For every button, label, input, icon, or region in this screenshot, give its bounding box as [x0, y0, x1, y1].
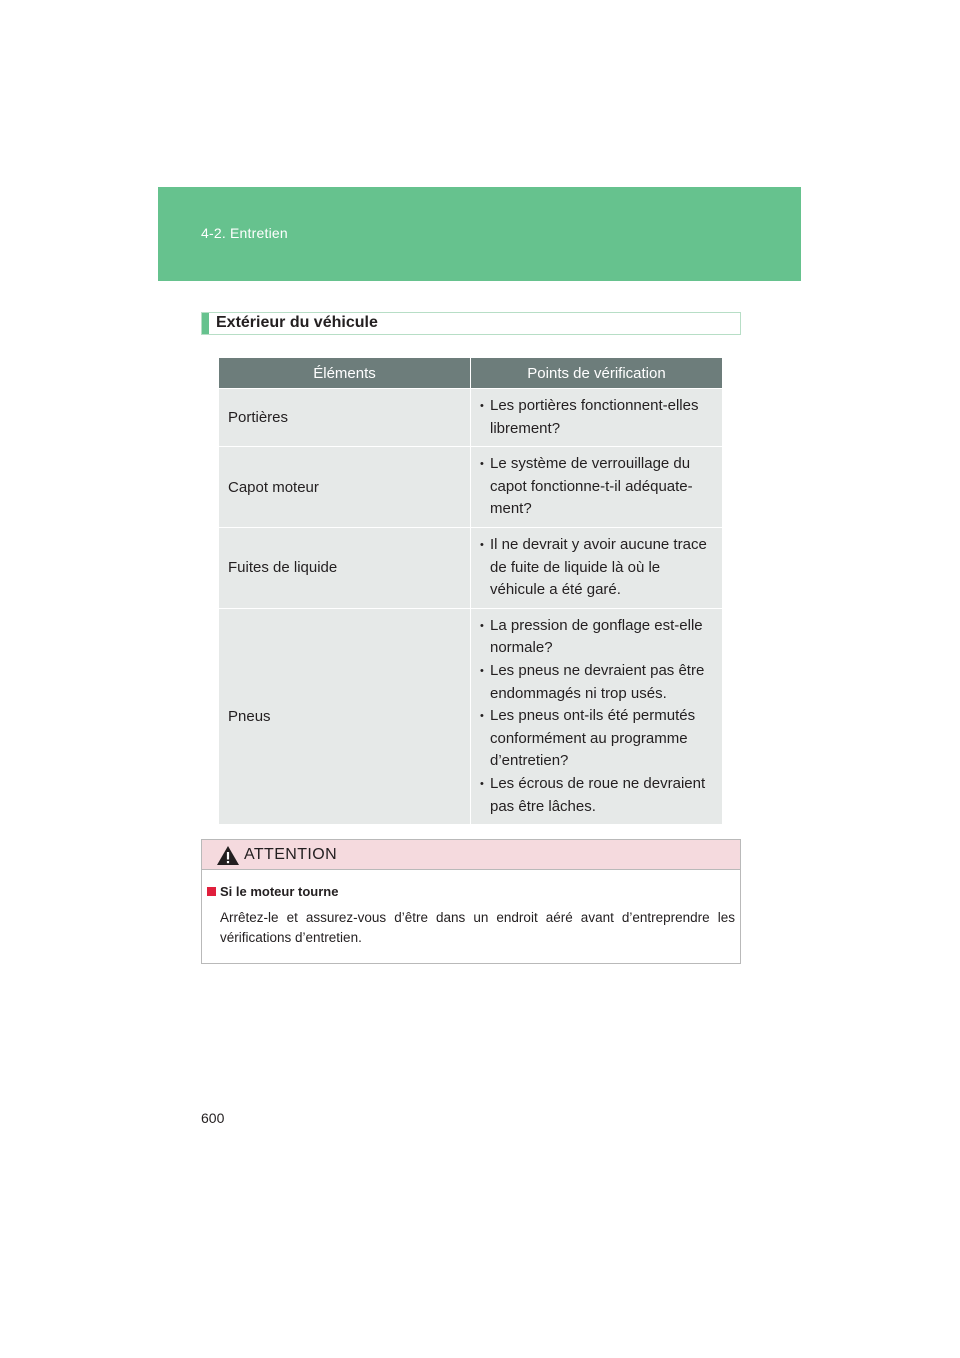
attention-box [201, 839, 741, 964]
section-title-accent [202, 313, 209, 334]
points-cell [471, 527, 723, 608]
check-point: • Les écrous de roue ne devraient pas être lâches. [480, 773, 718, 818]
check-point: • Il ne devrait y avoir aucune trace de fuite de liquide là où le véhicule a été garé. [480, 534, 718, 602]
table-header-row [219, 358, 722, 389]
item-cell: Portières [219, 389, 471, 447]
table-row [219, 608, 722, 824]
attention-subheading [207, 884, 338, 899]
page-number: 600 [201, 1110, 225, 1126]
check-point: • Le système de verrouillage du capot fonctionne-t-il adéquate-ment? [480, 453, 718, 521]
section-title-box [201, 312, 741, 335]
check-point: • La pression de gonflage est-elle normale? [480, 615, 718, 660]
item-cell: Fuites de liquide [219, 527, 471, 608]
check-point: • Les portières fonctionnent-elles librement? [480, 395, 718, 440]
checklist-table [219, 358, 722, 824]
table-row [219, 527, 722, 608]
attention-header [202, 840, 740, 870]
column-header-items: Éléments [219, 358, 471, 389]
attention-title: ATTENTION [244, 846, 338, 863]
table-row [219, 447, 722, 528]
column-header-points: Points de vérification [471, 358, 723, 389]
item-cell: Pneus [219, 608, 471, 824]
section-label: 4-2. Entretien [201, 225, 288, 241]
check-point: • Les pneus ne devraient pas être endommagés ni trop usés. [480, 660, 718, 705]
attention-subheading-text: Si le moteur tourne [220, 884, 339, 899]
table-row [219, 389, 722, 447]
header-band [158, 187, 801, 281]
item-cell: Capot moteur [219, 447, 471, 528]
points-cell [471, 447, 723, 528]
check-point: • Les pneus ont-ils été permutés conformément au programme d’entretien? [480, 705, 718, 773]
points-cell [471, 608, 723, 824]
points-cell [471, 389, 723, 447]
warning-triangle-icon [216, 845, 240, 866]
attention-body: Arrêtez-le et assurez-vous d’être dans un endroit aéré avant d’entreprendre les vérifications d’entretien. [220, 910, 735, 945]
section-title: Extérieur du véhicule [216, 314, 378, 331]
red-square-bullet-icon [207, 887, 216, 896]
